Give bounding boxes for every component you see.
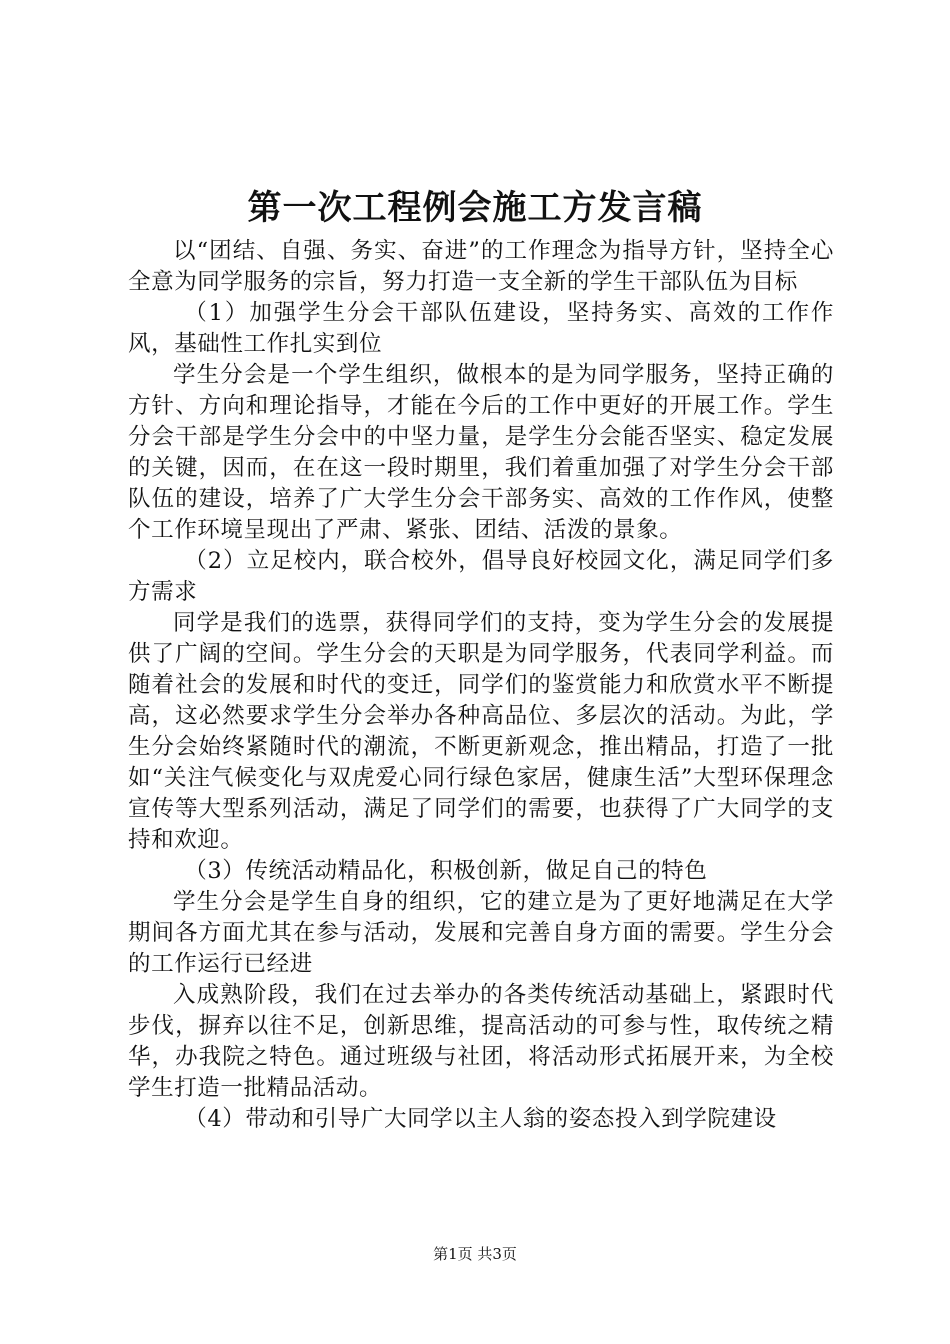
document-title: 第一次工程例会施工方发言稿 (247, 188, 703, 228)
section-2-paragraph: 同学是我们的选票，获得同学们的支持，变为学生分会的发展提供了广阔的空间。学生分会的天职是为同学服务，代表同学利益。而随着社会的发展和时代的变迁，同学们的鉴赏能力和欣赏水平不断提高，这必然要求学生分会举办各种高品位、多层次的活动。为此，学生分会始终紧随时代的潮流，不断更新观念，推出精品，打造了一批如“关注气候变化与双虎爱心同行绿色家居，健康生活”大型环保理念宣传等大型系列活动，满足了同学们的需要，也获得了广大同学的支持和欢迎。 (128, 610, 834, 853)
section-1-paragraph: 学生分会是一个学生组织，做根本的是为同学服务，坚持正确的方针、方向和理论指导，才能在今后的工作中更好的开展工作。学生分会干部是学生分会中的中坚力量，是学生分会能否坚实、稳定发展的关键，因而，在在这一段时期里，我们着重加强了对学生分会干部队伍的建设，培养了广大学生分会干部务实、高效的工作作风，使整个工作环境呈现出了严肃、紧张、团结、活泼的景象。 (128, 362, 834, 543)
section-heading-2: （2）立足校内，联合校外，倡导良好校园文化，满足同学们多方需求 (128, 548, 834, 605)
document-body (128, 236, 834, 1135)
section-3-paragraph-a: 学生分会是学生自身的组织，它的建立是为了更好地满足在大学期间各方面尤其在参与活动，发展和完善自身方面的需要。学生分会的工作运行已经进 (128, 889, 834, 977)
section-3-paragraph-b: 入成熟阶段，我们在过去举办的各类传统活动基础上，紧跟时代步伐，摒弃以往不足，创新思维，提高活动的可参与性，取传统之精华，办我院之特色。通过班级与社团，将活动形式拓展开来，为全校学生打造一批精品活动。 (128, 982, 834, 1101)
intro-paragraph: 以“团结、自强、务实、奋进”的工作理念为指导方针，坚持全心全意为同学服务的宗旨，努力打造一支全新的学生干部队伍为目标 (128, 238, 834, 295)
section-heading-4: （4）带动和引导广大同学以主人翁的姿态投入到学院建设 (184, 1106, 777, 1132)
page-footer: 第1页 共3页 (433, 1245, 517, 1263)
section-heading-3: （3）传统活动精品化，积极创新，做足自己的特色 (184, 858, 708, 884)
section-heading-1: （1）加强学生分会干部队伍建设，坚持务实、高效的工作作风，基础性工作扎实到位 (128, 300, 834, 357)
